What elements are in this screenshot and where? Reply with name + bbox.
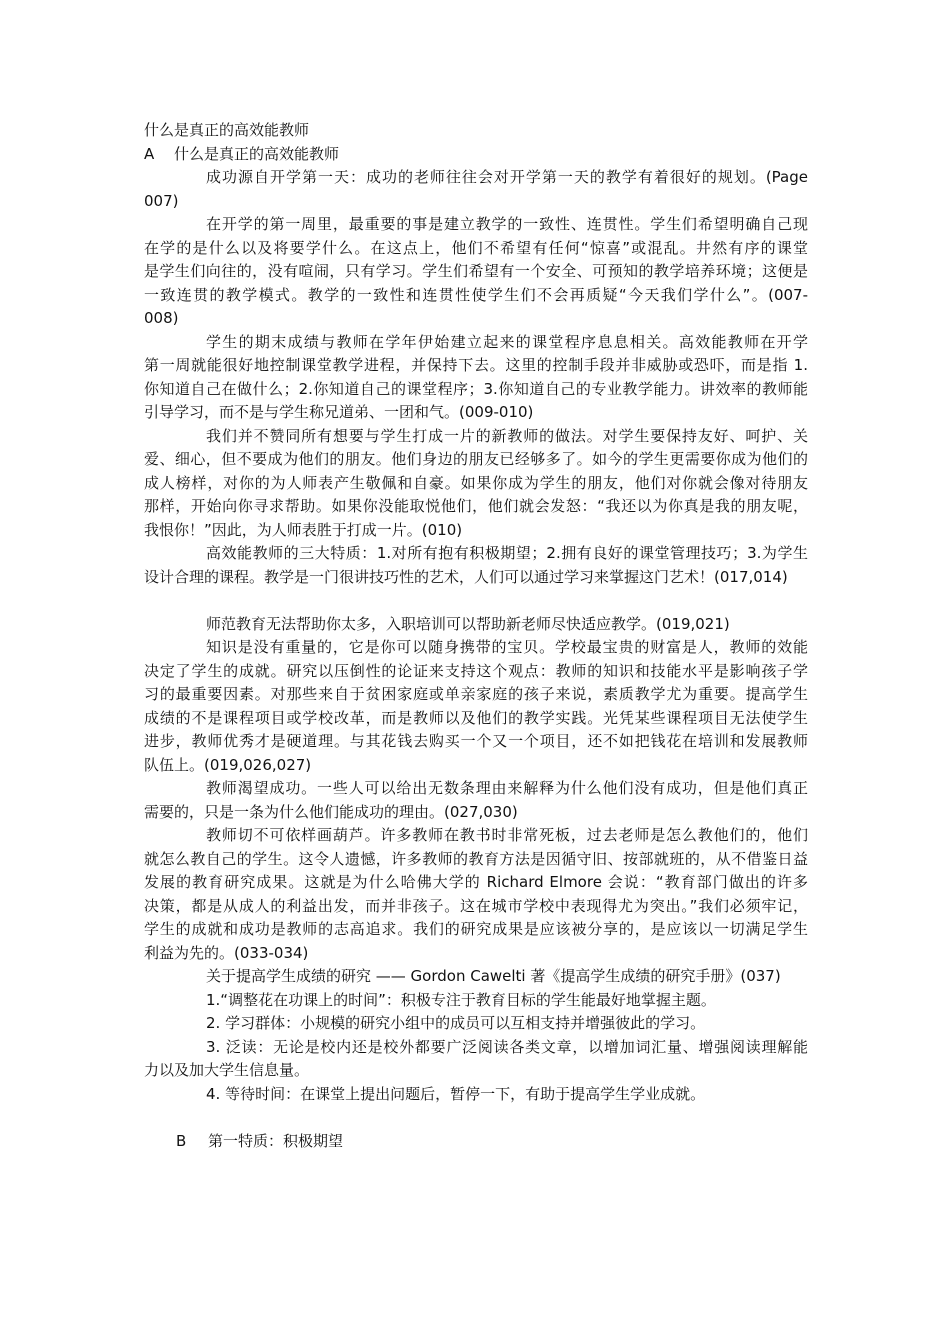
- section-a-title: 什么是真正的高效能教师: [174, 144, 340, 163]
- text-line: 教师切不可依样画葫芦。许多教师在教书时非常死板，过去老师是怎么教他们的，他们: [206, 826, 808, 844]
- text-line: 关于提高学生成绩的研究 —— Gordon Cawelti 著《提高学生成绩的研究手册》(037): [206, 967, 781, 985]
- text-line: 在学的是什么以及将要学什么。在这点上，他们不希望有任何“惊喜”或混乱。井然有序的课堂: [144, 238, 808, 257]
- text-line: 成人榜样，对你的为人师表产生敬佩和自豪。如果你成为学生的朋友，他们对你就会像对待朋友: [144, 473, 808, 492]
- text-line: 我恨你！”因此，为人师表胜于打成一片。(010): [144, 520, 463, 539]
- text-line: 在开学的第一周里，最重要的事是建立教学的一致性、连贯性。学生们希望明确自己现: [206, 215, 808, 233]
- text-line: 决定了学生的成就。研究以压倒性的论证来支持这个观点：教师的知识和技能水平是影响孩子学: [144, 661, 808, 680]
- text-line: 爱、细心，但不要成为他们的朋友。他们身边的朋友已经够多了。如今的学生更需要你成为他们的: [144, 450, 808, 468]
- text-line: 引导学习，而不是与学生称兄道弟、一团和气。(009-010): [144, 403, 534, 421]
- text-line: 力以及加大学生信息量。: [144, 1061, 310, 1079]
- text-line: 3. 泛读：无论是校内还是校外都要广泛阅读各类文章，以增加词汇量、增强阅读理解能: [206, 1037, 808, 1056]
- text-line: 007): [144, 191, 179, 210]
- text-line: 队伍上。(019,026,027): [144, 755, 312, 774]
- text-line: 利益为先的。(033-034): [144, 943, 309, 962]
- text-line: 进步，教师优秀才是硬道理。与其花钱去购买一个又一个项目，还不如把钱花在培训和发展教师: [144, 732, 808, 750]
- text-line: 1.“调整花在功课上的时间”：积极专注于教育目标的学生能最好地掌握主题。: [206, 990, 716, 1009]
- text-line: 习的最重要因素。对那些来自于贫困家庭或单亲家庭的孩子来说，素质教学尤为重要。提高学生: [144, 685, 808, 703]
- section-b-heading: [144, 1130, 808, 1154]
- text-line: 学生的成就和成功是教师的志高追求。我们的研究成果是应该被分享的，是应该以一切满足学生: [144, 920, 808, 938]
- body-text: [144, 166, 808, 1106]
- text-line: 教师渴望成功。一些人可以给出无数条理由来解释为什么他们没有成功，但是他们真正: [206, 779, 808, 797]
- section-a-letter: A: [144, 144, 155, 163]
- document-title: 什么是真正的高效能教师: [144, 121, 310, 139]
- section-b-letter: B: [176, 1131, 187, 1150]
- text-line: 师范教育无法帮助你太多，入职培训可以帮助新老师尽快适应教学。(019,021): [206, 614, 730, 633]
- text-line: 决策，都是从成人的利益出发，而并非孩子。这在城市学校中表现得尤为突出。”我们必须牢记，: [144, 896, 808, 915]
- text-line: 我们并不赞同所有想要与学生打成一片的新教师的做法。对学生要保持友好、呵护、关: [206, 426, 808, 445]
- text-line: 2. 学习群体：小规模的研究小组中的成员可以互相支持并增强彼此的学习。: [206, 1014, 706, 1032]
- text-line: 知识是没有重量的，它是你可以随身携带的宝贝。学校最宝贵的财富是人，教师的效能: [206, 638, 808, 656]
- text-line: 需要的，只是一条为什么他们能成功的理由。(027,030): [144, 802, 518, 821]
- text-line: 发展的教育研究成果。这就是为什么哈佛大学的 Richard Elmore 会说：“教育部门做出的许多: [144, 873, 808, 891]
- text-line: 008): [144, 309, 179, 327]
- text-line: 4. 等待时间：在课堂上提出问题后，暂停一下，有助于提高学生学业成就。: [206, 1084, 706, 1103]
- text-line: 第一周就能很好地控制课堂教学进程，并保持下去。这里的控制手段并非威胁或恐吓，而是指 1.: [144, 356, 808, 374]
- text-line: 那样，开始向你寻求帮助。如果你没能取悦他们，他们就会发怒：“我还以为你真是我的朋友呢，: [144, 497, 808, 515]
- text-line: 一致连贯的教学模式。教学的一致性和连贯性使学生们不会再质疑“今天我们学什么”。(007-: [144, 285, 808, 304]
- section-a-heading: [144, 143, 808, 167]
- section-b-title: 第一特质：积极期望: [208, 1131, 344, 1150]
- text-line: 高效能教师的三大特质：1.对所有抱有积极期望；2.拥有良好的课堂管理技巧；3.为学生: [206, 544, 808, 562]
- text-line: 你知道自己在做什么；2.你知道自己的课堂程序；3.你知道自己的专业教学能力。讲效率的教师能: [144, 379, 808, 398]
- text-line: 就怎么教自己的学生。这令人遗憾，许多教师的教育方法是因循守旧、按部就班的，从不借鉴日益: [144, 849, 808, 868]
- document-body: [144, 119, 808, 1153]
- text-line: 学生的期末成绩与教师在学年伊始建立起来的课堂程序息息相关。高效能教师在开学: [206, 332, 808, 351]
- text-line: 是学生们向往的，没有喧闹，只有学习。学生们希望有一个安全、可预知的教学培养环境；这便是: [144, 262, 808, 280]
- text-line: 设计合理的课程。教学是一门很讲技巧性的艺术，人们可以通过学习来掌握这门艺术！(017,014): [144, 567, 788, 586]
- text-line: 成功源自开学第一天：成功的老师往往会对开学第一天的教学有着很好的规划。(Page: [206, 168, 808, 186]
- text-line: 成绩的不是课程项目或学校改革，而是教师以及他们的教学实践。光凭某些课程项目无法使学生: [144, 708, 808, 727]
